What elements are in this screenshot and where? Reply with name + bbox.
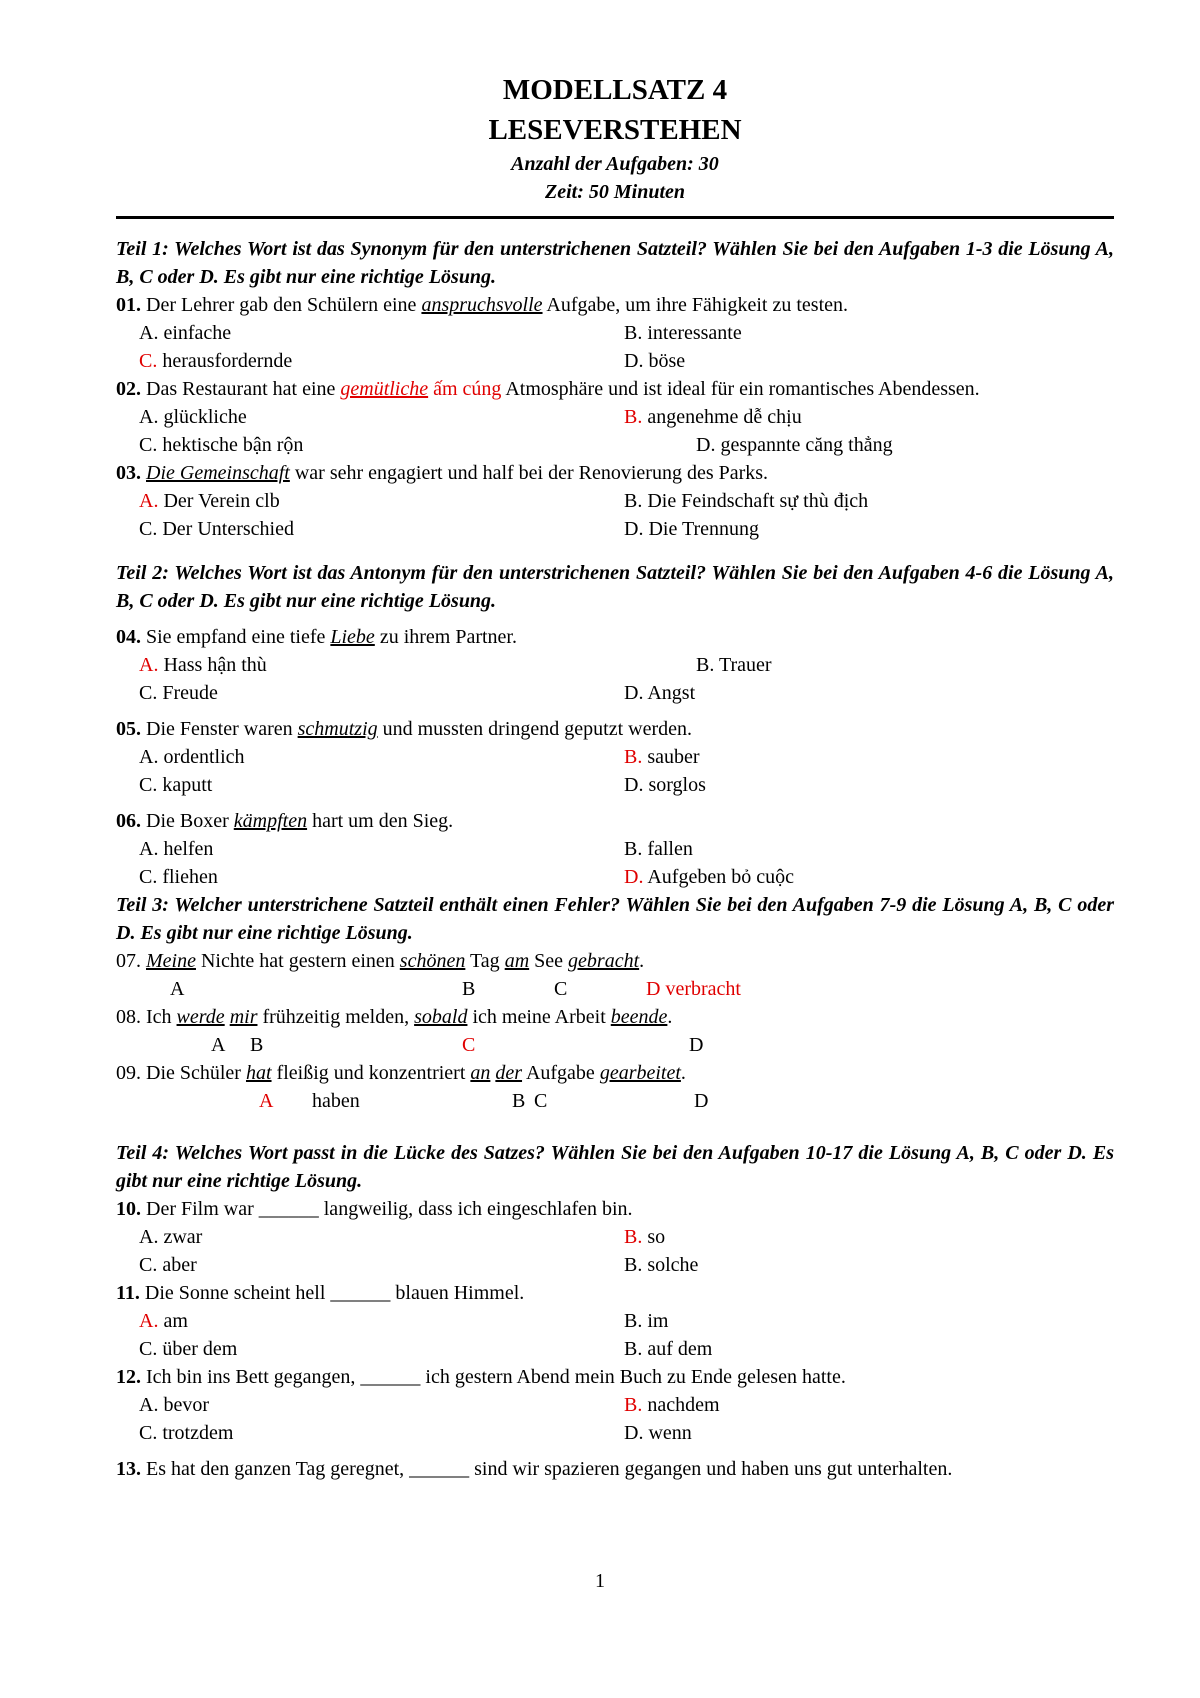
question-13: 13. Es hat den ganzen Tag geregnet, ______ sind wir spazieren gegangen und haben uns gut unterhalten.: [116, 1458, 953, 1480]
question-06: 06. Die Boxer kämpften hart um den Sieg.: [116, 810, 454, 832]
question-02-options: [116, 403, 1114, 459]
question-10: 10. Der Film war ______ langweilig, dass ich eingeschlafen bin.: [116, 1198, 633, 1220]
question-01-options: [116, 319, 1114, 375]
option-c[interactable]: C. Freude: [139, 682, 218, 704]
option-a[interactable]: A. Der Verein clb: [139, 490, 280, 512]
question-08: 08. Ich werde mir frühzeitig melden, sobald ich meine Arbeit beende.: [116, 1006, 673, 1028]
option-c[interactable]: C. aber: [139, 1254, 197, 1276]
option-a[interactable]: A. am: [139, 1310, 188, 1332]
question-11: 11. Die Sonne scheint hell ______ blauen Himmel.: [116, 1282, 525, 1304]
option-b[interactable]: B. interessante: [624, 322, 742, 344]
question-09-options: [116, 1087, 1114, 1115]
option-c[interactable]: C. Der Unterschied: [139, 518, 294, 540]
option-d[interactable]: D. böse: [624, 350, 686, 372]
option-d[interactable]: D. Aufgeben bỏ cuộc: [624, 866, 794, 888]
question-03: 03. Die Gemeinschaft war sehr engagiert und half bei der Renovierung des Parks.: [116, 462, 769, 484]
option-c[interactable]: C. herausfordernde: [139, 350, 293, 372]
option-c[interactable]: C. fliehen: [139, 866, 218, 888]
option-d[interactable]: D: [694, 1090, 709, 1112]
option-b[interactable]: B. Die Feindschaft sự thù địch: [624, 490, 869, 512]
question-01: 01. Der Lehrer gab den Schülern eine anspruchsvolle Aufgabe, um ihre Fähigkeit zu testen.: [116, 294, 849, 316]
option-b[interactable]: B: [250, 1034, 264, 1056]
option-d[interactable]: D. wenn: [624, 1422, 692, 1444]
question-08-options: [116, 1031, 1114, 1059]
option-d[interactable]: D: [689, 1034, 704, 1056]
option-a[interactable]: A. Hass hận thù: [139, 654, 267, 676]
question-06-options: [116, 835, 1114, 891]
question-09: 09. Die Schüler hat fleißig und konzentriert an der Aufgabe gearbeitet.: [116, 1062, 686, 1084]
question-04-options: [116, 651, 1114, 707]
section-title: LESEVERSTEHEN: [488, 114, 742, 146]
option-a[interactable]: A. einfache: [139, 322, 232, 344]
question-04: 04. Sie empfand eine tiefe Liebe zu ihrem Partner.: [116, 626, 517, 648]
option-b[interactable]: B. fallen: [624, 838, 693, 860]
option-d[interactable]: D verbracht: [646, 978, 741, 1000]
question-11-options: [116, 1307, 1114, 1363]
question-02: 02. Das Restaurant hat eine gemütliche ấm cúng Atmosphäre und ist ideal für ein romantisches Abendessen.: [116, 378, 980, 400]
option-b[interactable]: B. so: [624, 1226, 666, 1248]
option-a[interactable]: A. glückliche: [139, 406, 247, 428]
option-b[interactable]: B. angenehme dễ chịu: [624, 406, 802, 428]
question-05: 05. Die Fenster waren schmutzig und mussten dringend geputzt werden.: [116, 718, 692, 740]
option-c[interactable]: C. trotzdem: [139, 1422, 234, 1444]
time-limit: Zeit: 50 Minuten: [544, 181, 685, 203]
question-05-options: [116, 743, 1114, 799]
option-a-note: haben: [312, 1090, 360, 1112]
question-12: 12. Ich bin ins Bett gegangen, ______ ich gestern Abend mein Buch zu Ende gelesen hatte.: [116, 1366, 846, 1388]
teil4-instruction: Teil 4: Welches Wort passt in die Lücke des Satzes? Wählen Sie bei den Aufgaben 10-17 die Lösung A, B, C oder D. Es gibt nur eine richtige Lösung.: [116, 1142, 1114, 1192]
option-b[interactable]: B. Trauer: [696, 654, 772, 676]
question-07-options: [116, 975, 1114, 1003]
document-page: [116, 70, 1114, 1483]
option-a[interactable]: A. zwar: [139, 1226, 203, 1248]
option-d[interactable]: D. sorglos: [624, 774, 706, 796]
option-c[interactable]: C. hektische bận rộn: [139, 434, 304, 456]
option-b[interactable]: B: [462, 978, 476, 1000]
header-divider: [116, 216, 1114, 219]
question-10-options: [116, 1223, 1114, 1279]
option-a[interactable]: A. ordentlich: [139, 746, 245, 768]
task-count: Anzahl der Aufgaben: 30: [511, 153, 719, 175]
document-title: MODELLSATZ 4: [502, 74, 728, 106]
option-b[interactable]: B. nachdem: [624, 1394, 720, 1416]
question-12-options: [116, 1391, 1114, 1447]
option-d[interactable]: D. Angst: [624, 682, 696, 704]
teil2-instruction: Teil 2: Welches Wort ist das Antonym für den unterstrichenen Satzteil? Wählen Sie bei den Aufgaben 4-6 die Lösung A, B, C oder D. Es gibt nur eine richtige Lösung.: [116, 562, 1114, 612]
option-a[interactable]: A: [211, 1034, 226, 1056]
option-a[interactable]: A. helfen: [139, 838, 214, 860]
option-d[interactable]: B. solche: [624, 1254, 699, 1276]
option-d[interactable]: B. auf dem: [624, 1338, 713, 1360]
option-a[interactable]: A. bevor: [139, 1394, 209, 1416]
page-number: 1: [595, 1570, 605, 1592]
option-a[interactable]: A: [170, 978, 185, 1000]
question-03-options: [116, 487, 1114, 543]
option-b[interactable]: B. im: [624, 1310, 669, 1332]
option-c[interactable]: C: [534, 1090, 548, 1112]
option-d[interactable]: D. gespannte căng thẳng: [696, 434, 893, 456]
teil3-instruction: Teil 3: Welcher unterstrichene Satzteil enthält einen Fehler? Wählen Sie bei den Aufgaben 7-9 die Lösung A, B, C oder D. Es gibt nur eine richtige Lösung.: [116, 894, 1114, 944]
option-c[interactable]: C: [462, 1034, 476, 1056]
option-b[interactable]: B. sauber: [624, 746, 700, 768]
question-07: 07. Meine Nichte hat gestern einen schönen Tag am See gebracht.: [116, 950, 645, 972]
option-c[interactable]: C. kaputt: [139, 774, 213, 796]
option-a[interactable]: A: [259, 1090, 274, 1112]
option-d[interactable]: D. Die Trennung: [624, 518, 760, 540]
option-c[interactable]: C: [554, 978, 568, 1000]
option-b[interactable]: B: [512, 1090, 526, 1112]
option-c[interactable]: C. über dem: [139, 1338, 238, 1360]
teil1-instruction: Teil 1: Welches Wort ist das Synonym für den unterstrichenen Satzteil? Wählen Sie bei den Aufgaben 1-3 die Lösung A, B, C oder D. Es gibt nur eine richtige Lösung.: [116, 238, 1114, 288]
